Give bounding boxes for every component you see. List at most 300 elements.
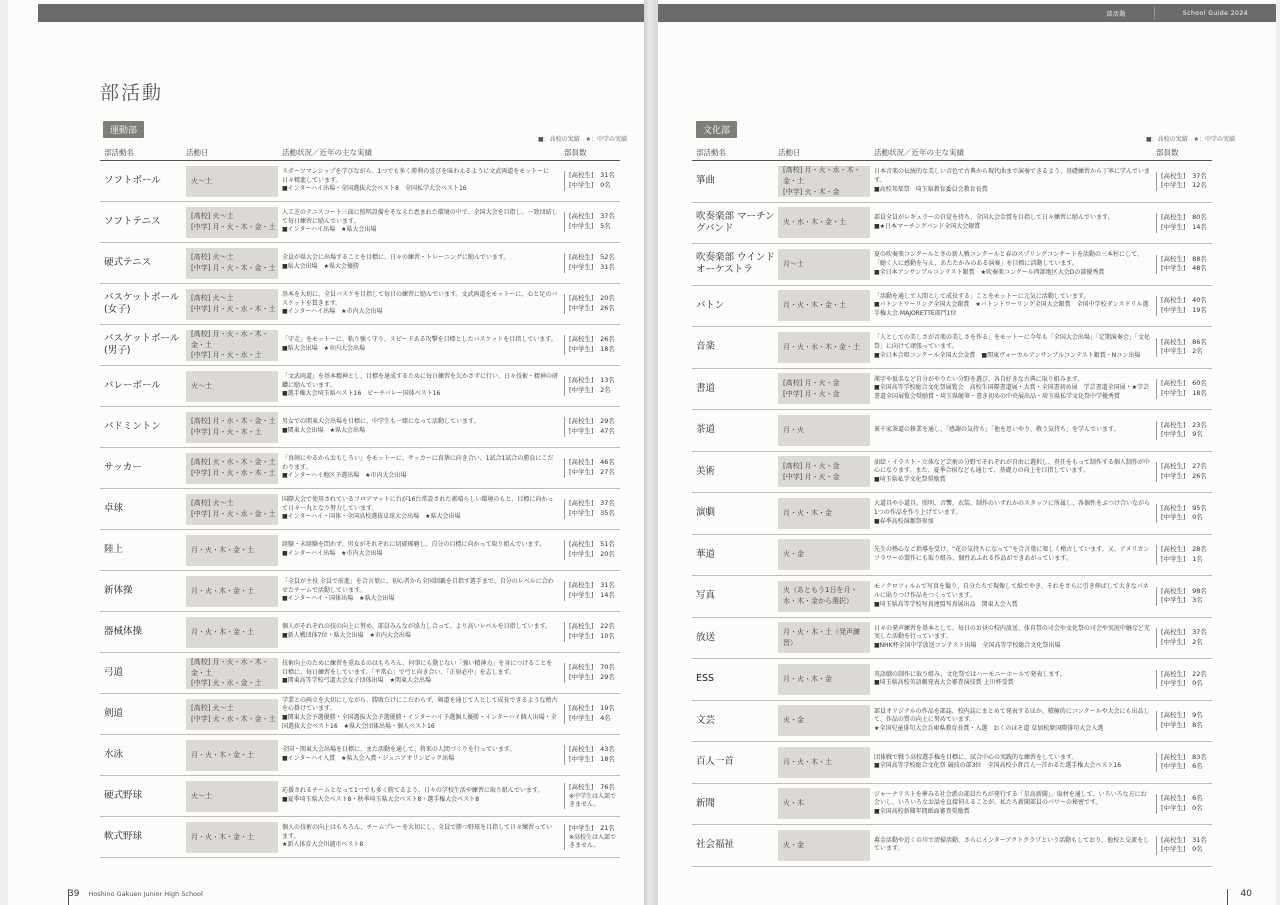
club-name: バドミントン <box>104 421 161 433</box>
table-row <box>692 701 1212 743</box>
table-row <box>100 817 620 858</box>
page-number: 40 <box>1240 889 1252 899</box>
member-count <box>564 294 620 314</box>
member-count-line: [中学生] 0名 <box>569 181 611 189</box>
member-count <box>1156 628 1212 648</box>
activity-days <box>186 617 278 648</box>
table-row <box>692 203 1212 245</box>
activity-text: 大道具や小道具、照明、音響、衣装、制作のいずれかのスタッフに所属し、各個性をぶつけ合いながら1つの作品を作り上げています。 <box>874 500 1151 516</box>
table-row <box>692 410 1212 452</box>
culture-section-label: 文化部 <box>696 121 737 138</box>
activity-days-line: 月・火・木・土（発声練習） <box>783 627 860 647</box>
activity-description <box>874 214 1152 231</box>
achievements: ■選手権大会埼玉県ベスト16 ビーチバレー国体ベスト16 <box>282 390 441 398</box>
club-name: 新体操 <box>104 585 133 597</box>
enrollment-note: ※高校生は入部できません。 <box>569 834 617 849</box>
table-header <box>100 147 620 161</box>
club-name: 新聞 <box>696 797 716 809</box>
activity-days-line: [高校] 火～土 <box>191 499 234 508</box>
activity-days <box>186 494 278 525</box>
activity-description <box>282 254 560 271</box>
member-count-line: [高校生] 28名 <box>1161 545 1207 553</box>
member-count <box>1156 421 1212 441</box>
activity-days-line: 火・水・木・金・土 <box>783 218 846 227</box>
activity-description <box>874 500 1152 526</box>
member-count-line: [中学生] 2名 <box>1161 347 1203 356</box>
culture-table <box>692 147 1212 867</box>
member-count <box>564 663 620 683</box>
activity-description <box>282 746 560 763</box>
member-count-line: [高校生] 31名 <box>1161 835 1207 844</box>
activity-days-line: 火・木 <box>783 799 804 808</box>
activity-days-line: [中学] 月・火・水・土 <box>191 351 262 360</box>
activity-days <box>186 207 278 238</box>
activity-text: 個人がそれぞれの技の向上に努め、部員みんなが協力し合って、より高いレベルを目指しています。 <box>282 623 552 631</box>
activity-text: 部員全員がレギュラーの自覚を持ち、全国大会金賞を目指して日々練習に励んでいます。 <box>874 214 1114 222</box>
member-count-line: [中学生] 2名 <box>569 386 611 394</box>
achievements: ■関東高等学校弓道大会女子団体出場 ★関東大会出場 <box>282 677 432 685</box>
member-count <box>564 253 620 273</box>
member-count-line: [中学生] 48名 <box>1161 264 1207 273</box>
member-count-line: [高校生] 46名 <box>569 458 615 467</box>
activity-days-line: [中学] 月・火・木・金・土 <box>191 223 276 231</box>
activity-description <box>282 168 560 194</box>
table-row <box>692 618 1212 660</box>
member-count-line: [高校生] 27名 <box>1161 462 1207 470</box>
member-count-line: [中学生] 19名 <box>1161 305 1207 314</box>
table-row <box>100 530 620 571</box>
activity-days-line: [中学] 月・火・木・金・土 <box>191 264 276 272</box>
table-row <box>692 244 1212 286</box>
sports-table-body <box>100 161 620 858</box>
member-count-line: [中学生] 0名 <box>1161 803 1203 812</box>
table-row <box>100 202 620 243</box>
member-count-line: [中学生] 26名 <box>569 304 615 312</box>
club-name: 文芸 <box>696 714 716 726</box>
activity-days <box>778 747 870 778</box>
activity-days <box>186 781 278 812</box>
club-name: バスケットボール (男子) <box>104 333 180 356</box>
activity-text: 団体戦で戦う高校選手権を目標に、試合中心の実践的な練習をしています。 <box>874 753 1078 761</box>
member-count-line: [中学生] 8名 <box>1161 720 1203 729</box>
activity-days-line: [高校] 月・火・水・木・金・土 <box>191 329 269 349</box>
member-count <box>564 622 620 642</box>
activity-days-line: 火～土 <box>191 791 212 800</box>
member-count-line: [高校生] 31名 <box>569 581 615 590</box>
achievements: ■関東大会出場 ★県大会出場 <box>282 427 366 434</box>
book-gutter <box>644 0 658 905</box>
activity-text: 「活動を通して人間として成長する」ことをモットーに元気に活動しています。 <box>874 292 1090 300</box>
activity-description <box>874 459 1152 485</box>
club-name: 陸上 <box>104 544 124 556</box>
table-row <box>100 407 620 448</box>
member-count-line: [高校生] 95名 <box>1161 503 1207 512</box>
table-row <box>692 825 1212 867</box>
achievements: ■インターハイ入賞 ★県大会入賞・ジュニアオリンピック出場 <box>282 755 455 762</box>
activity-days-line: [中学] 月・火・金 <box>783 389 840 398</box>
activity-description <box>874 754 1152 771</box>
activity-text: 個人の技術の向上はもちろん、チームプレーを大切にし、全員で勝つ野球を目指して日々練習っています。 <box>282 823 553 840</box>
member-count <box>1156 794 1212 814</box>
activity-days <box>186 576 278 607</box>
achievements: ■関東大会予選優勝・全国選抜大会予選優勝・インターハイ予選個人優勝・インターハイ個人出場・全国選抜大会ベスト16 ★県大会団体出場・個人ベスト16 <box>282 714 557 730</box>
table-row <box>692 742 1212 784</box>
activity-days-line: 月・火・木・金 <box>783 508 832 517</box>
activity-days-line: [中学] 火・木・金 <box>783 187 840 196</box>
activity-description <box>282 787 560 804</box>
member-count <box>564 458 620 478</box>
member-count <box>564 824 620 849</box>
club-name: 演劇 <box>696 507 716 519</box>
activity-days-line: [高校] 月・火・水・木・金・土 <box>191 657 269 677</box>
activity-description <box>874 671 1152 688</box>
achievements: ■県大会出場 ★市内大会出場 <box>282 345 366 352</box>
activity-days-line: [高校] 月・火・金 <box>783 378 840 387</box>
column-header-members: 部員数 <box>564 148 587 157</box>
table-row <box>100 735 620 776</box>
activity-days-line: [高校] 火～土 <box>191 294 234 303</box>
achievements: ■★日本マーチングバンド全国大会銀賞 <box>874 222 981 230</box>
member-count <box>1156 213 1212 233</box>
activity-text: 技術向上のために練習を重ねるのはもちろん、何事にも動じない「強い精神力」を身につけることを目標に、毎日練習をしています。「平常心」で弓と向き合い、「正射必中」を志します。 <box>282 659 553 676</box>
member-count <box>1156 296 1212 316</box>
club-name: 卓球 <box>104 503 124 515</box>
achievements: ■全日本アンサンブルコンテスト銀賞 ★吹奏楽コンクール西部地区大会Dの部優秀賞 <box>874 268 1105 276</box>
header-guide-title: School Guide 2024 <box>1182 9 1248 17</box>
column-header-club: 部活動名 <box>104 148 134 157</box>
table-row <box>100 284 620 325</box>
member-count-line: [中学生] 35名 <box>569 509 615 517</box>
member-count-line: [中学生] 29名 <box>569 673 615 681</box>
activity-text: 英語劇の制作に取り組み、文化祭ではハーモニーホールで発表します。 <box>874 670 1066 678</box>
member-count-line: [高校生] 88名 <box>1161 254 1207 263</box>
member-count <box>564 783 620 808</box>
column-header-activity: 活動状況／近年の主な実績 <box>282 148 372 157</box>
activity-description <box>874 791 1152 817</box>
achievements: ■新人戦団体7位・県大会出場 ★市内大会出場 <box>282 632 411 639</box>
activity-description <box>874 546 1152 563</box>
activity-days <box>778 249 870 280</box>
table-row <box>100 366 620 407</box>
table-row <box>100 776 620 817</box>
table-row <box>692 327 1212 369</box>
activity-days <box>186 412 278 443</box>
column-header-activity: 活動状況／近年の主な実績 <box>874 148 964 157</box>
activity-days-line: 月～土 <box>783 259 804 268</box>
member-count-line: [中学生] 0名 <box>1161 513 1203 522</box>
activity-description <box>282 660 560 686</box>
activity-days-line: [中学] 火・水・木・金・土 <box>191 715 276 723</box>
culture-table-body <box>692 161 1212 867</box>
activity-days <box>778 166 870 197</box>
page-footer-right <box>1241 889 1252 899</box>
member-count <box>1156 545 1212 565</box>
member-count-line: [高校生] 37名 <box>569 499 615 508</box>
member-count-line: [中学生] 18名 <box>1161 388 1207 397</box>
activity-days-line: 月・火・木・金・土 <box>191 627 254 636</box>
activity-days <box>186 330 278 361</box>
activity-description <box>874 376 1152 402</box>
club-name: 書道 <box>696 382 716 394</box>
activity-description <box>874 837 1152 854</box>
achievements: ★全国児童俳句大会兵庫県教育長賞・入選 おくのほそ道 草加松原国際俳句大会入選 <box>874 725 1104 733</box>
club-name: バレーボール <box>104 380 161 392</box>
member-count-line: [高校生] 23名 <box>1161 420 1207 429</box>
activity-days-line: [中学] 月・火・水・金・土 <box>191 510 276 518</box>
page-footer-left <box>68 889 203 899</box>
activity-text: スポーツマンシップを学びながら、1つでも多く勝利の喜びを味わえるように文武両道をモットーに日々精進しています。 <box>282 167 550 184</box>
activity-days-line: [高校] 火・水・木・金・土 <box>191 458 276 467</box>
activity-days <box>778 705 870 736</box>
table-row <box>100 243 620 284</box>
member-count <box>1156 172 1212 192</box>
club-name: 硬式テニス <box>104 257 152 269</box>
activity-description <box>874 334 1152 360</box>
member-count-line: [高校生] 37名 <box>569 212 615 221</box>
club-name: 剣道 <box>104 708 124 720</box>
member-count-line: [中学生] 5名 <box>569 222 611 230</box>
member-count-line: [中学生] 18名 <box>569 755 615 763</box>
right-page <box>658 0 1276 905</box>
activity-days <box>778 332 870 363</box>
achievements: ■高校邦楽祭 埼玉県教育委員会教育長賞 <box>874 185 988 193</box>
activity-days-line: 月・火・水・木・金・土 <box>783 342 860 351</box>
member-count <box>1156 670 1212 690</box>
member-count <box>564 745 620 765</box>
club-name: 百人一首 <box>696 756 735 768</box>
activity-days <box>186 248 278 279</box>
header-section-name: 部活動 <box>1106 10 1126 18</box>
table-row <box>100 694 620 735</box>
activity-text: 油絵・イラスト・立体など芸術の分野でそれぞれが自由に選択し、責任をもって制作する個人制作が中心になります。また、夏季合宿なども通じて、基礎力の向上を目指しています。 <box>874 458 1150 475</box>
activity-description <box>282 496 560 522</box>
activity-days <box>186 699 278 730</box>
achievements: ■インターハイ出場 ★市内大会出場 <box>282 550 383 557</box>
activity-days-line: [高校] 火～土 <box>191 253 234 262</box>
table-row <box>100 571 620 612</box>
table-row <box>100 653 620 694</box>
member-count <box>1156 753 1212 773</box>
member-count <box>1156 338 1212 358</box>
activity-text: 「真剣にやるからおもしろい」をモットーに、サッカーに真摯に向き合い、1試合1試合の勝負にこだわります。 <box>282 454 554 471</box>
folio-rule <box>1227 889 1228 905</box>
member-count-line: [高校生] 37名 <box>1161 171 1207 180</box>
activity-days <box>778 290 870 321</box>
activity-days-line: 月・火 <box>783 425 804 434</box>
activity-description <box>874 168 1152 194</box>
achievements: ■インターハイ出場 ★市内大会出場 <box>282 308 383 316</box>
activity-text: 夏の吹奏楽コンクールと冬の新人戦コンクールと春のスプリングコンサートを活動の三本柱にして、「聴く人に感動を与え、あたたかみのある演奏」を目標に活動しています。 <box>874 251 1143 267</box>
member-count <box>1156 836 1212 856</box>
club-name: 音楽 <box>696 341 716 353</box>
achievements: ■インターハイ・国体・全国高校選抜卓球大会出場 ★県大会出場 <box>282 513 461 521</box>
activity-days <box>778 207 870 238</box>
member-count <box>564 704 620 724</box>
member-count-line: [中学生] 47名 <box>569 427 615 435</box>
activity-text: 人工芝のテニスコート三面に照明設備をそなえた恵まれた環境の中で、全国大会を目指し、一致団結して毎日練習に励んでいます。 <box>282 208 558 225</box>
activity-description <box>874 625 1152 651</box>
member-count-line: [高校生] 29名 <box>569 417 615 426</box>
achievements: ■バトントワーリング全国大会銀賞 ★バトントワーリング全国大会銀賞 全国中学校ダンスドリル選手権大会 MAJORETTE部門1位 <box>874 301 1149 318</box>
activity-days <box>778 622 870 653</box>
activity-days-line: 火・金 <box>783 716 804 725</box>
member-count-line: [高校生] 13名 <box>569 376 615 385</box>
activity-description <box>282 373 560 399</box>
activity-description <box>874 293 1152 319</box>
column-header-members: 部員数 <box>1156 148 1179 157</box>
activity-text: 漢字や仮名など自分がやりたい分野を選び、各自好きな古典に取り組みます。 <box>874 375 1084 383</box>
activity-text: 全国・関東大会出場を目標に、また活動を通して、将来の人間づくりを行っています。 <box>282 746 516 754</box>
activity-text: 「人としての美しさが音楽の美しさを作る」をモットーに今年も「全国大会出場」「定期演奏会」「文化祭」に向けて頑張っています。 <box>874 334 1150 350</box>
table-row <box>692 576 1212 618</box>
activity-description <box>282 418 560 435</box>
column-header-days: 活動日 <box>778 148 801 157</box>
activity-description <box>874 708 1152 734</box>
activity-text: 日々の発声練習を基本として、毎日のお昼の校内放送、体育祭の司会や文化祭の司会や実況中継など充実した活動を行っています。 <box>874 624 1150 641</box>
activity-days-line: [高校] 火～土 <box>191 212 234 221</box>
activity-text: 募金活動や近くの川で清掃活動、さらにインターアクトクラブという活動もしており、他校と交流をしています。 <box>874 836 1150 853</box>
activity-days-line: [高校] 火～土 <box>191 704 234 713</box>
activity-days-line: 月・火・木・金・土 <box>191 586 254 595</box>
achievements: ■NHK杯全国中学放送コンテスト出場 全国高等学校総合文化祭出場 <box>874 642 1061 650</box>
club-name: 水泳 <box>104 749 124 761</box>
activity-description <box>282 578 560 604</box>
table-row <box>692 535 1212 577</box>
club-name: 箏曲 <box>696 175 716 187</box>
activity-days <box>186 166 278 197</box>
activity-days <box>186 289 278 320</box>
member-count-line: [高校生] 51名 <box>569 540 615 549</box>
activity-description <box>282 824 560 850</box>
activity-description <box>282 455 560 481</box>
member-count-line: [中学生] 10名 <box>569 632 615 640</box>
member-count <box>564 335 620 355</box>
activity-days-line: [中学] 月・火・金 <box>783 472 840 481</box>
activity-days-line: [中学] 月・火・水・木・土 <box>191 469 276 477</box>
member-count-line: [中学生] 0名 <box>1161 679 1203 688</box>
member-count-line: [高校生] 86名 <box>1161 337 1207 346</box>
member-count-line: [高校生] 19名 <box>569 704 615 713</box>
member-count <box>1156 255 1212 275</box>
member-count-line: [高校生] 26名 <box>569 335 615 344</box>
activity-days <box>186 453 278 484</box>
member-count <box>1156 711 1212 731</box>
activity-days-line: 月・火・木・金・土 <box>191 750 254 759</box>
activity-text: 「文武両道」を基本精神とし、目標を達成するために毎日練習を欠かさずに行い、日々技術・精神の研鑽に励んでいます。 <box>282 372 559 389</box>
activity-description <box>282 209 560 235</box>
member-count <box>564 171 620 191</box>
activity-description <box>282 697 560 732</box>
member-count-line: [中学生] 31名 <box>569 263 615 271</box>
member-count <box>564 417 620 437</box>
enrollment-note: ※中学生は入部できません。 <box>569 793 617 808</box>
member-count-line: [高校生] 22名 <box>569 622 615 631</box>
member-count-line: [中学生] 9名 <box>1161 430 1203 439</box>
member-count-line: [高校生] 70名 <box>569 663 615 672</box>
club-name: ソフトボール <box>104 175 161 187</box>
achievements: ■県大会出場 ★県大会優勝 <box>282 263 360 270</box>
table-row <box>100 489 620 530</box>
member-count-line: [中学生] 14名 <box>1161 222 1207 231</box>
activity-days <box>778 788 870 819</box>
member-count-line: [中学生] 4名 <box>569 714 611 722</box>
member-count-line: [高校生] 60名 <box>1161 379 1207 387</box>
sports-section-label: 運動部 <box>103 121 144 138</box>
member-count <box>564 581 620 601</box>
activity-text: モノクロフィルムで写真を撮り、自分たちで現像して紙でやき、それをさらに引き伸ばして大きなパネルに貼りつけ作品をつくっています。 <box>874 583 1149 599</box>
club-name: 弓道 <box>104 667 124 679</box>
activity-text: 応援されるチームとなって1つでも多く勝てるよう、日々の学校生活や練習に取り組んでいます。 <box>282 787 544 795</box>
club-name: 器械体操 <box>104 626 143 638</box>
activity-days-line: 月・火・木・金・土 <box>783 301 846 310</box>
club-name: 美術 <box>696 465 716 477</box>
activity-text: ジャーナリストを夢みる社会派の部員たちが発行する「星高新聞」。取材を通して、いろいろな方にお会いし、いろいろなお話を直接伺えることが、私たち新聞部員のパワーの秘密です。 <box>874 790 1147 807</box>
activity-days <box>778 415 870 446</box>
left-page <box>8 0 644 905</box>
activity-days-line: 火（あともう1日を月・水・木・金から選択） <box>783 586 858 606</box>
member-count-line: [高校生] 83名 <box>1161 752 1207 761</box>
club-name: 華道 <box>696 548 716 560</box>
activity-text: 日本音楽の伝統的な美しい音色で古典から現代曲まで演奏できるよう、基礎練習から丁寧に学んでいます。 <box>874 168 1151 184</box>
club-name: 社会福祉 <box>696 839 735 851</box>
member-count-line: [中学生] 26名 <box>1161 471 1207 480</box>
achievements: ■埼玉県私学文化祭奨励賞 <box>874 476 946 484</box>
achievements: ■埼玉県高校英語劇発表大会審査演技賞 上川杯受賞 <box>874 679 1014 687</box>
activity-days <box>186 371 278 402</box>
member-count-line: [高校生] 80名 <box>1161 213 1207 221</box>
activity-days <box>778 581 870 612</box>
member-count-line: [中学生] 14名 <box>569 591 615 599</box>
column-header-days: 活動日 <box>186 148 209 157</box>
member-count <box>1156 587 1212 607</box>
activity-text: 先生の熱心なご指導を受け、“花の気持ちになって”を合言葉に楽しく稽古しています。又、アメリカンフラワーの製作にも取り組み、個性あふれる作品ができあがっています。 <box>874 546 1150 562</box>
member-count-line: [中学生] 12名 <box>1161 181 1207 190</box>
activity-days <box>778 498 870 529</box>
activity-days <box>778 664 870 695</box>
page-number: 39 <box>68 889 80 899</box>
activity-days <box>186 658 278 689</box>
sports-table <box>100 147 620 858</box>
activity-description <box>282 291 560 317</box>
club-name: 茶道 <box>696 424 716 436</box>
member-count-line: [中学生] 2名 <box>1161 637 1203 646</box>
activity-days-line: 火・金 <box>783 550 804 559</box>
club-name: ESS <box>696 673 715 685</box>
header-band-right <box>658 4 1276 22</box>
achievements: ■インターハイ出場・全国選抜大会ベスト8 全国私学大会ベスト16 <box>282 185 467 193</box>
activity-days <box>778 830 870 861</box>
activity-days-line: 火・金 <box>783 840 804 849</box>
activity-days-line: [中学] 火・水・金・土 <box>191 679 262 688</box>
activity-text: 全員が県大会に出場することを目標に、日々の練習・トレーニングに励んでいます。 <box>282 254 510 262</box>
achievements: ■インターハイ出場 ★県大会出場 <box>282 226 377 234</box>
activity-description <box>874 583 1152 609</box>
table-row <box>692 659 1212 701</box>
achievements: ★新人体育大会川越市ベスト8 <box>282 841 364 849</box>
activity-description <box>874 426 1152 435</box>
activity-text: 経験・未経験を問わず、男女がそれぞれに切磋琢磨し、自分の目標に向かって取り組んでいます。 <box>282 541 546 549</box>
activity-days-line: 月・火・木・金・土 <box>191 545 254 554</box>
member-count-line: [中学生] 21名 <box>569 824 615 833</box>
activity-description <box>874 251 1152 277</box>
activity-description <box>282 541 560 558</box>
member-count-line: [中学生] 3名 <box>1161 596 1203 605</box>
activity-text: 部員オリジナルの作品を部誌、校内誌にまとめて発表するほか、積極的にコンクールや大会にも出品して、作品の質の向上に努めています。 <box>874 707 1150 724</box>
table-row <box>100 448 620 489</box>
member-count-line: [高校生] 37名 <box>1161 628 1207 636</box>
member-count <box>1156 462 1212 482</box>
table-row <box>100 612 620 653</box>
